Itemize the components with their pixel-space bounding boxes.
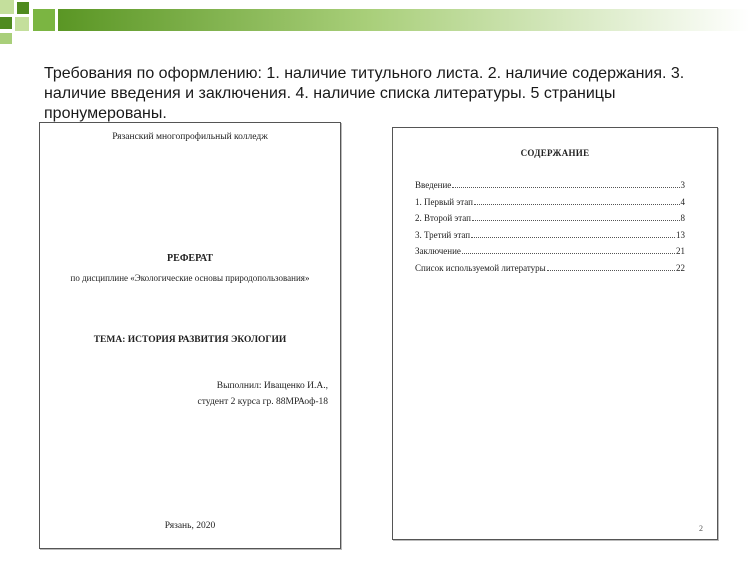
toc-item	[415, 197, 685, 214]
header-square	[0, 17, 12, 29]
toc-list	[415, 180, 685, 280]
header-decoration	[0, 0, 750, 44]
toc-item	[415, 180, 685, 197]
header-square	[0, 33, 12, 44]
performed-by: Выполнил: Иващенко И.А.,	[216, 381, 328, 391]
document-heading: РЕФЕРАТ	[167, 253, 213, 264]
toc-leader	[474, 204, 680, 205]
header-gradient-bar	[58, 9, 750, 31]
toc-item-label: 1. Первый этап	[415, 196, 473, 207]
topic-line: ТЕМА: ИСТОРИЯ РАЗВИТИЯ ЭКОЛОГИИ	[93, 335, 287, 345]
contents-page	[392, 127, 718, 540]
toc-leader	[547, 270, 675, 271]
toc-item	[415, 230, 685, 247]
title-page	[39, 122, 341, 549]
toc-item-page: 4	[680, 196, 685, 207]
toc-item	[415, 213, 685, 230]
discipline-line: по дисциплине «Экологические основы природопользования»	[70, 273, 310, 283]
toc-item-label: 3. Третий этап	[415, 229, 471, 240]
header-square	[33, 9, 55, 31]
toc-leader	[462, 253, 675, 254]
contents-heading: СОДЕРЖАНИЕ	[520, 148, 590, 158]
toc-item-label: Введение	[415, 180, 452, 190]
toc-item-page: 22	[676, 262, 685, 273]
page-number: 2	[699, 524, 703, 533]
toc-item-page: 13	[676, 229, 685, 240]
header-square	[17, 2, 29, 14]
toc-item-label: Заключение	[415, 246, 461, 257]
toc-item-page: 21	[676, 246, 685, 257]
toc-item-page: 8	[680, 213, 685, 224]
student-group: студент 2 курса гр. 88МРАоф-18	[197, 397, 328, 407]
toc-item-label: Список используемой литературы	[415, 262, 546, 273]
city-year: Рязань, 2020	[164, 521, 216, 531]
slide-title: Требования по оформлению: 1. наличие титульного листа. 2. наличие содержания. 3. наличие введения и заключения. 4. наличие списка литературы. 5 страницы пронумерованы.	[44, 65, 685, 122]
toc-item-label: 2. Второй этап	[415, 213, 471, 224]
toc-leader	[472, 220, 680, 221]
college-name: Рязанский многопрофильный колледж	[112, 132, 268, 142]
toc-leader	[471, 237, 675, 238]
toc-item	[415, 246, 685, 263]
toc-item	[415, 263, 685, 280]
header-square	[15, 17, 29, 31]
toc-item-page: 3	[680, 180, 685, 190]
header-square	[0, 0, 14, 14]
toc-leader	[452, 187, 679, 188]
